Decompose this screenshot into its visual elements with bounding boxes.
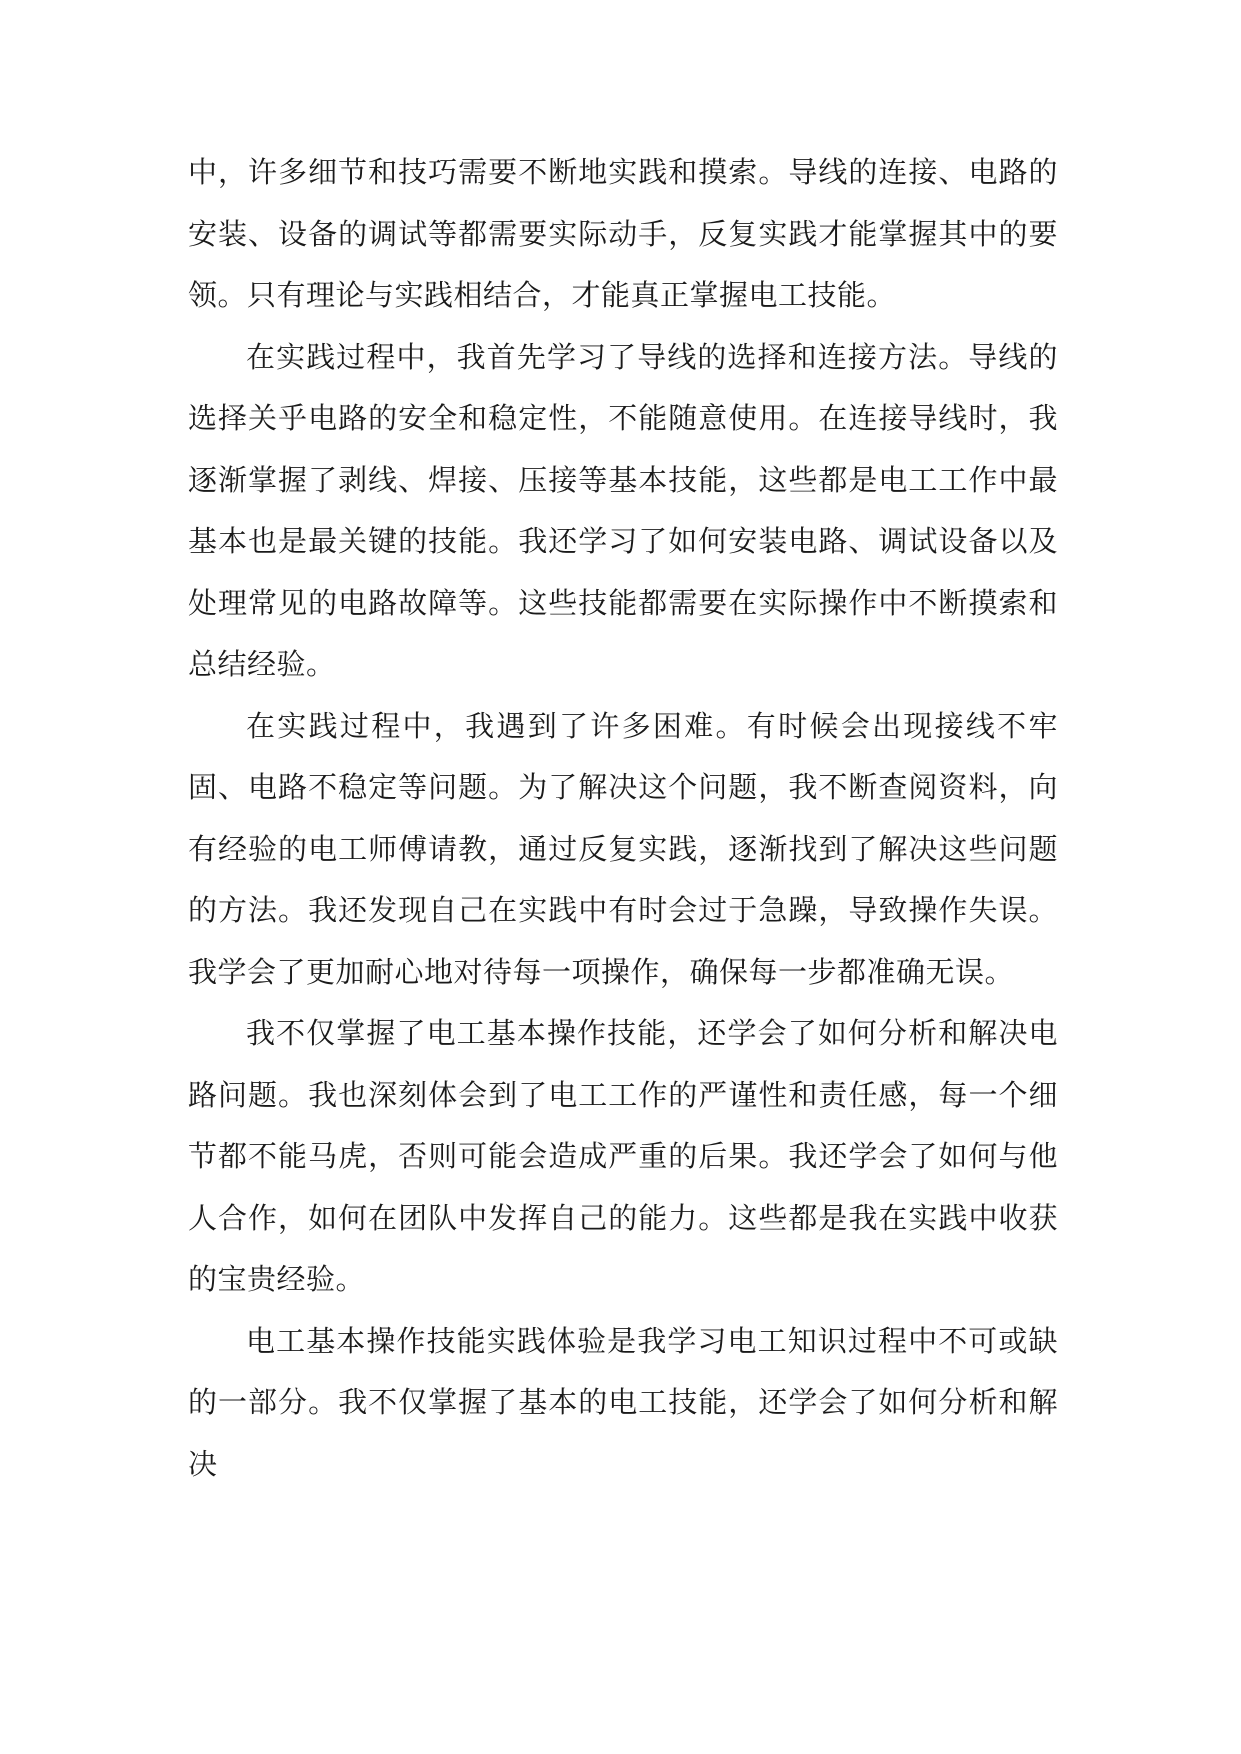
paragraph-4: 我不仅掌握了电工基本操作技能，还学会了如何分析和解决电路问题。我也深刻体会到了电工工作的严谨性和责任感，每一个细节都不能马虎，否则可能会造成严重的后果。我还学会了如何与他人合作，如何在团队中发挥自己的能力。这些都是我在实践中收获的宝贵经验。: [188, 1016, 1058, 1296]
paragraph-2: 在实践过程中，我首先学习了导线的选择和连接方法。导线的选择关乎电路的安全和稳定性，不能随意使用。在连接导线时，我逐渐掌握了剥线、焊接、压接等基本技能，这些都是电工工作中最基本也是最关键的技能。我还学习了如何安装电路、调试设备以及处理常见的电路故障等。这些技能都需要在实际操作中不断摸索和总结经验。: [188, 339, 1058, 681]
paragraph-1: 中，许多细节和技巧需要不断地实践和摸索。导线的连接、电路的安装、设备的调试等都需要实际动手，反复实践才能掌握其中的要领。只有理论与实践相结合，才能真正掌握电工技能。: [188, 155, 1058, 312]
paragraph-3: 在实践过程中，我遇到了许多困难。有时候会出现接线不牢固、电路不稳定等问题。为了解决这个问题，我不断查阅资料，向有经验的电工师傅请教，通过反复实践，逐渐找到了解决这些问题的方法。我还发现自己在实践中有时会过于急躁，导致操作失误。我学会了更加耐心地对待每一项操作，确保每一步都准确无误。: [188, 708, 1058, 989]
body-text: [188, 142, 1058, 1495]
paragraph-5: 电工基本操作技能实践体验是我学习电工知识过程中不可或缺的一部分。我不仅掌握了基本的电工技能，还学会了如何分析和解决: [188, 1323, 1058, 1481]
